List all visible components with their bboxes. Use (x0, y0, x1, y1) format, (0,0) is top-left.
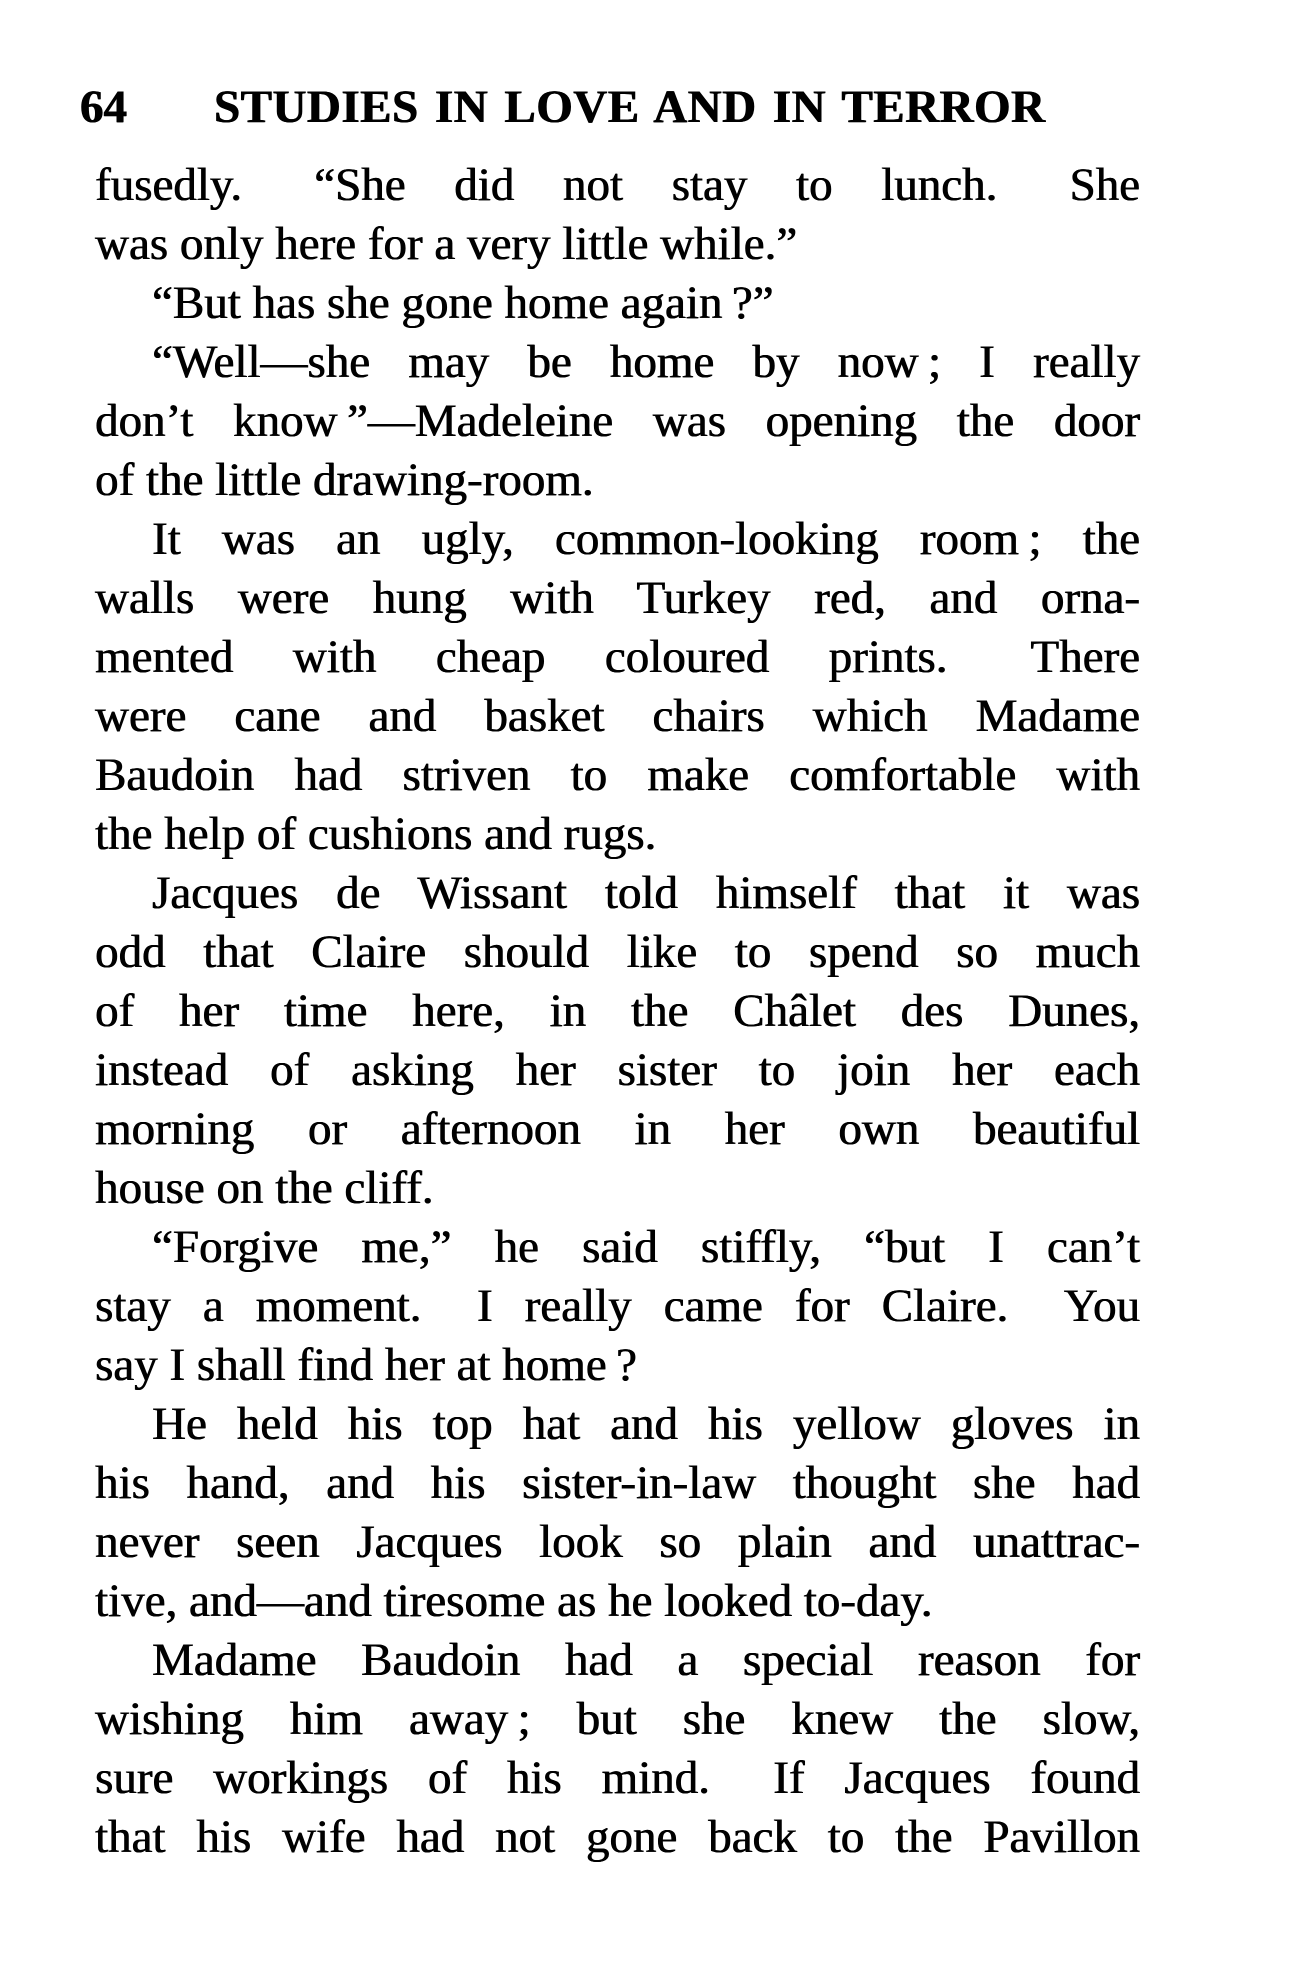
text-line: never seen Jacques look so plain and unattrac- (95, 1516, 1140, 1568)
text-line: say I shall find her at home ? (95, 1339, 637, 1391)
text-line: of her time here, in the Châlet des Dunes, (95, 985, 1140, 1037)
text-line: He held his top hat and his yellow gloves in (152, 1398, 1140, 1450)
text-line: instead of asking her sister to join her each (95, 1044, 1140, 1096)
text-line: “Forgive me,” he said stiffly, “but I can’t (152, 1221, 1140, 1273)
text-line: odd that Claire should like to spend so much (95, 926, 1140, 978)
text-line: wishing him away ; but she knew the slow, (95, 1693, 1140, 1745)
text-line: Madame Baudoin had a special reason for (152, 1634, 1140, 1686)
text-line: stay a moment. I really came for Claire. You (95, 1280, 1140, 1332)
text-line: fusedly. “She did not stay to lunch. She (95, 159, 1140, 211)
text-line: was only here for a very little while.” (95, 218, 798, 270)
text-line: his hand, and his sister-in-law thought she had (95, 1457, 1140, 1509)
running-title: STUDIES IN LOVE AND IN TERROR (214, 81, 1046, 133)
text-line: the help of cushions and rugs. (95, 808, 657, 860)
text-line: mented with cheap coloured prints. There (95, 631, 1140, 683)
running-header (80, 80, 1230, 132)
text-line: It was an ugly, common-looking room ; the (152, 513, 1140, 565)
text-line: house on the cliff. (95, 1162, 434, 1214)
text-line: sure workings of his mind. If Jacques found (95, 1752, 1140, 1804)
text-line: tive, and—and tiresome as he looked to-day. (95, 1575, 933, 1627)
text-line: that his wife had not gone back to the Pavillon (95, 1811, 1140, 1863)
page-number: 64 (80, 81, 127, 133)
text-line: walls were hung with Turkey red, and orna- (95, 572, 1140, 624)
text-line: were cane and basket chairs which Madame (95, 690, 1140, 742)
text-line: of the little drawing-room. (95, 454, 594, 506)
body-text (95, 156, 1140, 1867)
text-line: “Well—she may be home by now ; I really (152, 336, 1140, 388)
text-line: Jacques de Wissant told himself that it was (152, 867, 1140, 919)
text-line: “But has she gone home again ?” (152, 277, 774, 329)
text-line: don’t know ”—Madeleine was opening the door (95, 395, 1140, 447)
text-line: Baudoin had striven to make comfortable with (95, 749, 1140, 801)
text-line: morning or afternoon in her own beautiful (95, 1103, 1140, 1155)
